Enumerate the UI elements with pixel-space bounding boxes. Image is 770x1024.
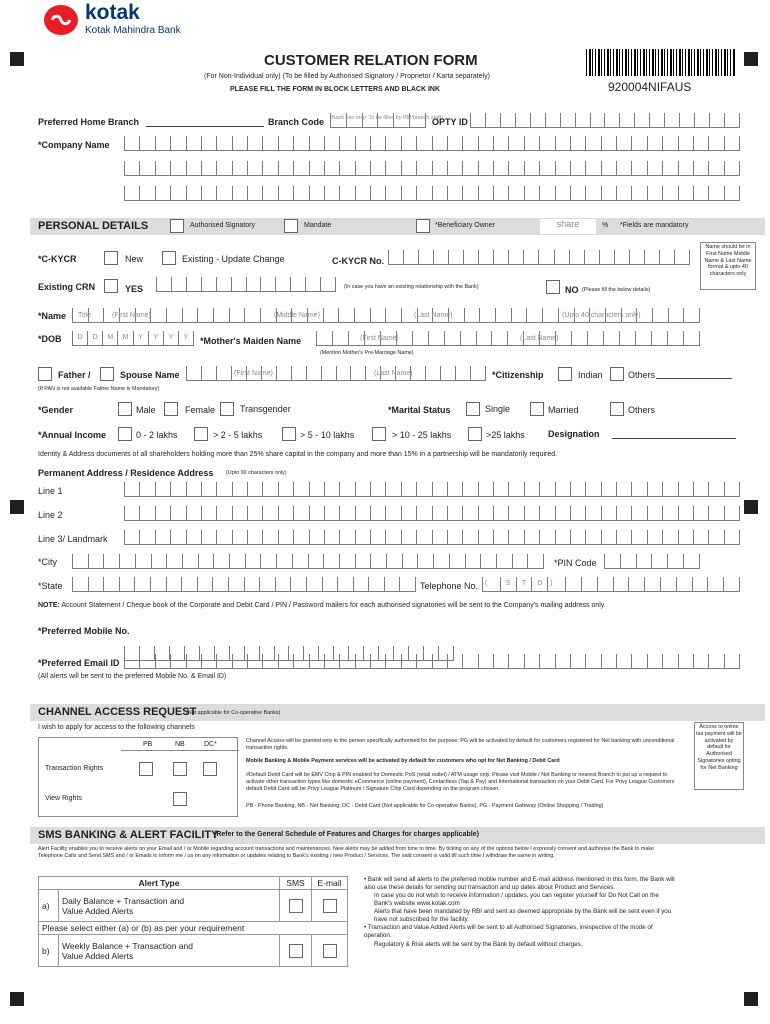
income-2-5-checkbox[interactable] [194,427,208,441]
fs-last-ph: (Last Name) [374,370,413,377]
mobile-label: *Preferred Mobile No. [38,626,130,636]
email-label: *Preferred Email ID [38,658,120,668]
bullet-1: • Bank will send all alerts to the preferred mobile number and E-mail address mentioned in this form. the Bank will also use these details for sending out transaction and up dates about Product and Services. [364,876,675,892]
registration-mark [10,500,24,514]
dob-boxes[interactable]: D D M M Y Y Y Y [72,331,194,346]
spouse-label: Spouse Name [120,370,180,380]
crn-note: (In case you have an existing relationship with the Bank) [344,284,479,290]
option-b: b) [39,935,59,967]
branch-code-hint: (Bank use only: To be filled by RM/branch staff) [330,115,443,121]
income-0-2-label: 0 - 2 lakhs [136,430,178,440]
others-input[interactable] [656,378,732,379]
name-middle-ph: (Middle Name) [274,312,320,319]
income-25-label: >25 lakhs [486,430,525,440]
registration-mark [744,992,758,1006]
female-checkbox[interactable] [164,402,178,416]
ckyc-label: *C-KYCR [38,254,77,264]
line1-boxes[interactable] [124,482,740,497]
beneficiary-label: *Beneficiary Owner [435,222,495,229]
telephone-boxes[interactable]: ( S T D ) [482,577,740,592]
email-note: (All alerts will be sent to the preferred Mobile No. & Email ID) [38,673,227,680]
crn-yes-checkbox[interactable] [104,279,118,293]
channel-side-note: Access to online tax payment will be activated by default for Authorised Signatories opting for Net Banking [694,722,744,790]
income-0-2-checkbox[interactable] [118,427,132,441]
auth-sig-label: Authorised Signatory [190,222,255,229]
perm-address-label: Permanent Address / Residence Address [38,468,214,478]
email-boxes[interactable] [124,654,740,669]
channel-heading-note: (Not applicable for Co-operative Banks) [186,710,281,716]
company-name-row1[interactable] [124,136,740,151]
b-email-checkbox[interactable] [323,944,337,958]
sms-heading-note: (Refer to the General Schedule of Features and Charges for charges applicable) [214,831,479,838]
crn-no-label: NO [565,285,579,295]
col-pb: PB [143,741,153,748]
col-dc: DC* [204,741,217,748]
others-checkbox[interactable] [610,367,624,381]
mandate-label: Mandate [304,222,332,229]
company-name-label: *Company Name [38,140,110,150]
channel-p4: PB - Phone Banking, NB - Net Banking; DC - Debit Card (Not applicable for Co-operative Banks), PG - Payment Gateway (Online Shopping / Trading) [246,803,604,809]
state-label: *State [38,581,63,591]
nb-transaction-checkbox[interactable] [173,762,187,776]
citizenship-label: *Citizenship [492,370,544,380]
father-checkbox[interactable] [38,367,52,381]
indian-checkbox[interactable] [558,367,572,381]
option-a-email [312,890,348,922]
designation-input[interactable] [612,438,736,439]
marital-others-label: Others [628,405,656,415]
ckyc-no-boxes[interactable] [388,250,690,265]
state-boxes[interactable] [72,577,416,592]
note-label: NOTE: [38,602,60,609]
marital-others-checkbox[interactable] [610,402,624,416]
registration-mark [10,992,24,1006]
single-checkbox[interactable] [466,402,480,416]
form-subtitle: (For Non-Individual only) (To be filled by Authorised Signatory / Proprietor / Karta separately) [204,73,490,80]
row-view: View Rights [45,795,82,802]
b-sms-checkbox[interactable] [289,944,303,958]
ckyc-no-label: C-KYCR No. [332,256,384,266]
ckyc-new-label: New [125,254,144,264]
option-b-text: Weekly Balance + Transaction and Value Added Alerts [59,935,280,967]
auth-sig-checkbox[interactable] [170,219,184,233]
name-format-note: Name should be in First Name Middle Name & Last Name format & upto 40 characters only [700,242,756,290]
female-label: Female [185,405,216,415]
opty-id-boxes[interactable] [470,113,740,128]
name-title-ph: Title [78,312,91,319]
existing-crn-label: Existing CRN [38,282,96,292]
male-label: Male [136,405,156,415]
income-5-10-label: > 5 - 10 lakhs [300,430,355,440]
pin-label: *PIN Code [554,558,597,568]
mother-note: (Mention Mother's Pre-Marriage Name) [320,350,414,356]
channel-p3: #Default Debit Card will be EMV Chip & PIN enabled for Domestic PoS (retail outlet) / ATM usage only. Please visit Mobile / Net Banking or nearest Branch to put up a request to activate other transaction types like domestic eCommerce (online payment), Contactless (Tap & Pay) and International transaction on your Debit Card. For Privy League Customers default Debit Card will be Privy League Platinum / Signature Chip Card depending on the program chosen. [246,772,675,793]
alert-bullets [364,876,676,949]
bank-name: Kotak Mahindra Bank [85,25,181,36]
form-code: 920004NIFAUS [608,80,692,94]
barcode [586,49,736,76]
transgender-label: Transgender [240,404,291,414]
crn-no-note: (Please fill the below details) [582,287,651,293]
mother-first-ph: (First Name) [360,335,399,342]
kotak-wordmark: kotak [85,1,140,24]
opty-id-label: OPTY ID [432,117,468,127]
name-chars-note: (Upto 40 characters only) [562,312,641,319]
channel-apply: I wish to apply for access to the following channels [38,724,195,731]
mandate-checkbox[interactable] [284,219,298,233]
gender-label: *Gender [38,405,74,415]
marital-label: *Marital Status [388,405,451,415]
designation-label: Designation [548,429,600,439]
ckyc-new-checkbox[interactable] [104,251,118,265]
name-last-ph: (Last Name) [414,312,453,319]
bullet-1c: Alerts that have been mandated by RBI and sent as deemed appropriate by the Bank will be sent even if you have not subscribed for the facility. [374,908,672,924]
pin-boxes[interactable] [604,554,700,569]
alert-type-header: Alert Type [39,877,280,890]
share-input[interactable]: share [540,219,596,234]
home-branch-input[interactable] [146,126,264,127]
perm-address-note: (Upto 90 characters only) [226,470,287,476]
option-b-sms [280,935,312,967]
others-label: Others [628,370,656,380]
line3-label: Line 3/ Landmark [38,534,108,544]
income-10-25-checkbox[interactable] [372,427,386,441]
city-boxes[interactable] [72,554,544,569]
home-branch-label: Preferred Home Branch [38,117,140,127]
line3-boxes[interactable] [124,530,740,545]
channel-p1: Channel Access will be granted only to the person specifically authorised for the purpose. PG will be activated by default for customers registered for Net banking with unconditional transaction rights. [246,738,675,752]
option-a-sms [280,890,312,922]
fs-first-ph: (First Name) [234,370,273,377]
ckyc-existing-label: Existing - Update Change [182,254,285,264]
telephone-label: Telephone No. [420,581,479,591]
income-10-25-label: > 10 - 25 lakhs [392,430,452,440]
registration-mark [10,52,24,66]
indian-label: Indian [578,370,603,380]
bullet-2b: Regulatory & Risk alerts will be sent by the Bank by default without charges. [374,940,583,948]
income-2-5-label: > 2 - 5 lakhs [213,430,263,440]
option-a-text: Daily Balance + Transaction and Value Added Alerts [59,890,280,922]
bullet-1b: In case you do not wish to receive information / updates, you can register yourself for Do Not Call on the Bank's website www.kotak.com [374,892,659,908]
mandatory-note: *Fields are mandatory [620,222,689,229]
channel-table [38,737,238,817]
a-email-checkbox[interactable] [323,899,337,913]
option-b-email [312,935,348,967]
single-label: Single [485,404,511,414]
transgender-checkbox[interactable] [220,402,234,416]
company-name-row2[interactable] [124,161,740,176]
line2-boxes[interactable] [124,506,740,521]
ckyc-existing-checkbox[interactable] [162,251,176,265]
father-label: Father / [58,370,91,380]
option-a: a) [39,890,59,922]
col-nb: NB [175,741,185,748]
form-title: CUSTOMER RELATION FORM [264,52,478,69]
personal-details-heading: PERSONAL DETAILS [38,220,149,232]
income-5-10-checkbox[interactable] [282,427,296,441]
beneficiary-checkbox[interactable] [416,219,430,233]
nb-view-checkbox[interactable] [173,792,187,806]
bullet-2: • Transaction and Value Added Alerts will be sent to all Authorised Signatories, irrespective of the mode of operation. [364,924,653,940]
mother-maiden-label: *Mother's Maiden Name [200,336,302,346]
sms-col: SMS [280,877,312,890]
registration-mark [744,52,758,66]
percent-label: % [602,222,609,229]
married-label: Married [548,405,579,415]
name-first-ph: (First Name) [112,312,151,319]
kotak-logo-icon [43,4,79,36]
either-note: Please select either (a) or (b) as per your requirement [39,922,348,935]
email-col: E-mail [312,877,348,890]
channel-p2: Mobile Banking & Mobile Payment services will be activated by default for customers who opt for Net Banking / Debit Card [246,758,560,764]
name-label: *Name [38,311,67,321]
mother-last-ph: (Last Name) [520,335,559,342]
sms-intro: Alert Facility enables you to receive alerts on your Email and / or Mobile regarding account transactions and maintenances. New alerts may be added from time to time. By ticking on any of the options below I expressly consent and authorise the Bank to make Telephone Calls and Send SMS and / or Emails to inform me / us on any information or updates relating to Bank's existing / new Product / Services. The said consent is valid till such time I withdraw the same in writing. [38,846,655,860]
crn-yes-label: YES [125,284,144,294]
registration-mark [744,500,758,514]
branch-code-boxes[interactable] [330,113,426,128]
income-label: *Annual Income [38,430,107,440]
identity-note: Identity & Address documents of all shareholders holding more than 25% share capital in the company and more than 15% in a partnership will be mandatorily required. [38,451,558,458]
existing-crn-boxes[interactable] [156,277,336,292]
income-25-checkbox[interactable] [468,427,482,441]
married-checkbox[interactable] [530,402,544,416]
dc-transaction-checkbox[interactable] [203,762,217,776]
alert-table [38,876,348,967]
row-transaction: Transaction Rights [45,765,104,772]
sms-heading: SMS BANKING & ALERT FACILITY [38,829,219,841]
form-instruction: PLEASE FILL THE FORM IN BLOCK LETTERS AND BLACK INK [230,86,440,93]
a-sms-checkbox[interactable] [289,899,303,913]
pan-note: (If PAN is not available Father Name is Mandatory) [38,386,160,392]
dob-label: *DOB [38,334,62,344]
father-spouse-boxes[interactable] [186,366,486,381]
branch-code-label: Branch Code [268,117,325,127]
company-name-row3[interactable] [124,186,740,201]
note-text: Account Statement / Cheque book of the Corporate and Debit Card / PIN / Password mailers for each authorised signatories will be sent to the Company's mailing address only. [61,602,606,609]
line1-label: Line 1 [38,486,63,496]
channel-heading: CHANNEL ACCESS REQUEST [38,706,197,718]
line2-label: Line 2 [38,510,63,520]
mailing-note [38,602,606,609]
city-label: *City [38,557,58,567]
crn-no-checkbox[interactable] [546,280,560,294]
kotak-logo [43,1,203,38]
male-checkbox[interactable] [118,402,132,416]
spouse-checkbox[interactable] [100,367,114,381]
pb-transaction-checkbox[interactable] [139,762,153,776]
